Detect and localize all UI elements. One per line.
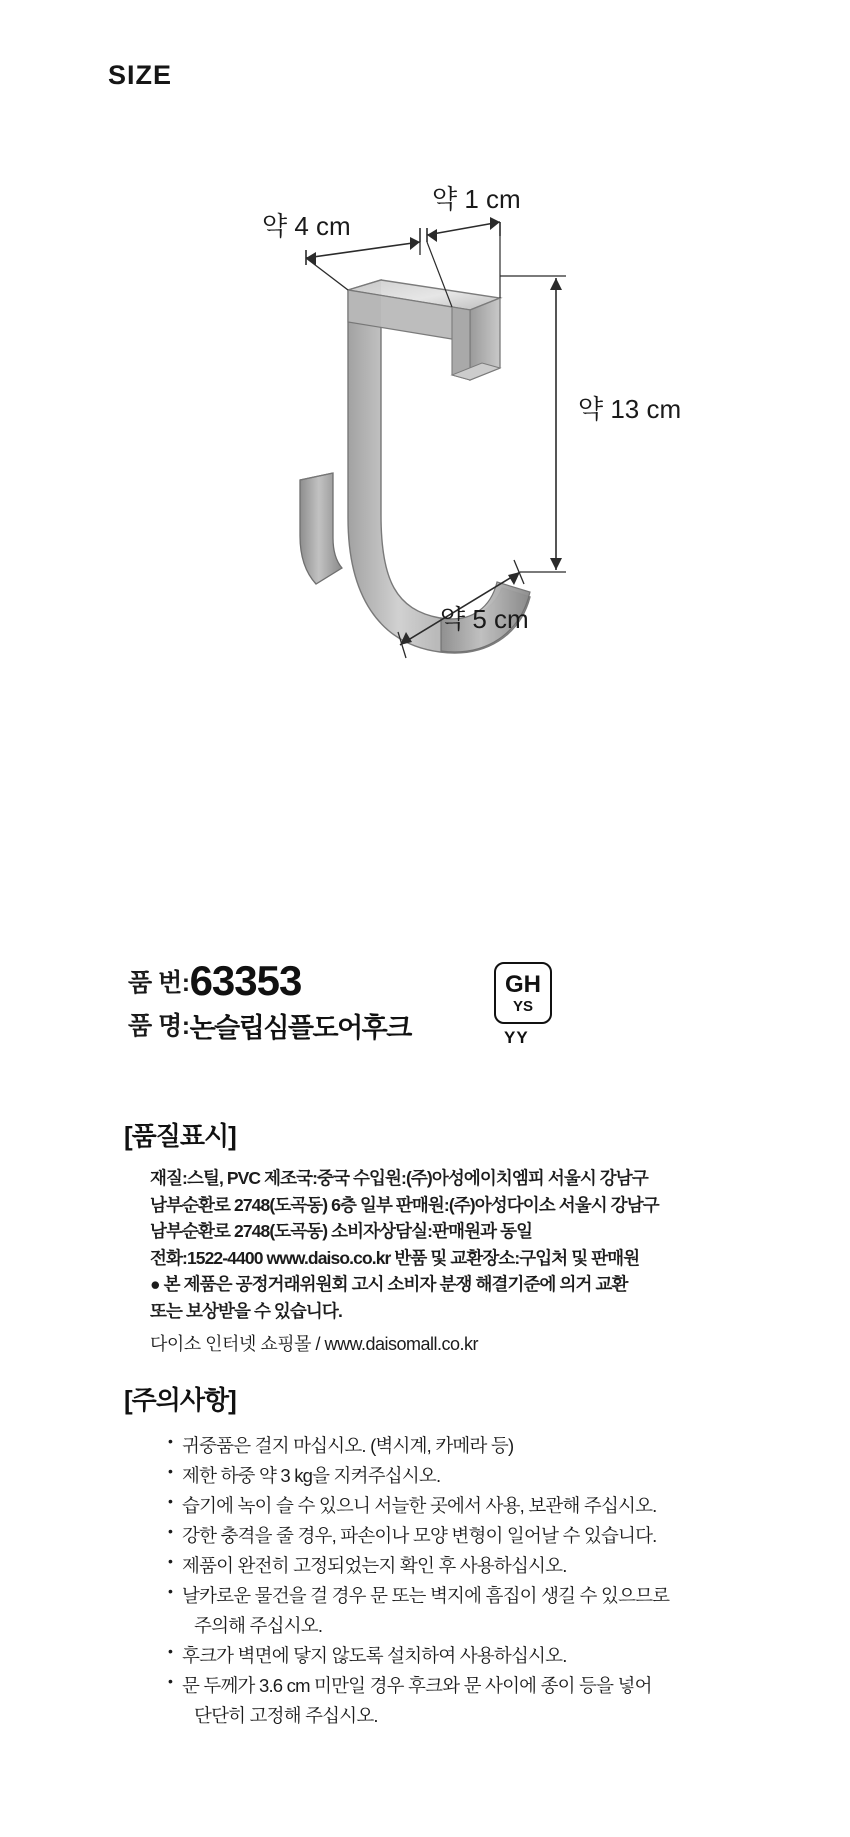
- badge-caption: YY: [504, 1028, 529, 1047]
- caution-section-title: [주의사항]: [124, 1385, 236, 1415]
- quality-line: ● 본 제품은 공정거래위원회 고시 소비자 분쟁 해결기준에 의거 교환: [150, 1274, 628, 1295]
- quality-line: 전화:1522-4400 www.daiso.co.kr 반품 및 교환장소:구입처 및 판매원: [150, 1247, 640, 1268]
- caution-item: • 문 두께가 3.6 cm 미만일 경우 후크와 문 사이에 종이 등을 넣어: [168, 1671, 810, 1701]
- caution-item: • 날카로운 물건을 걸 경우 문 또는 벽지에 흠집이 생길 수 있으므로: [168, 1581, 810, 1611]
- page-title: SIZE: [108, 60, 173, 90]
- product-size-diagram: [0, 180, 850, 700]
- caution-list: [0, 1431, 850, 1731]
- online-shop-line: 다이소 인터넷 쇼핑몰 / www.daisomall.co.kr: [150, 1333, 479, 1354]
- quality-line: 또는 보상받을 수 있습니다.: [150, 1300, 342, 1321]
- badge-bottom-text: YS: [512, 997, 533, 1015]
- quality-section: [0, 1116, 850, 1358]
- dimension-label-hook-depth: 약 5 cm: [440, 604, 529, 634]
- product-code-label: 품 번:: [128, 969, 190, 997]
- quality-body: [0, 1165, 850, 1358]
- product-identity-block: [0, 957, 850, 1047]
- caution-item-continuation: 주의해 주십시오.: [194, 1614, 323, 1636]
- caution-item-continuation: 단단히 고정해 주십시오.: [194, 1704, 378, 1726]
- dimension-label-width-top: 약 4 cm: [262, 211, 351, 241]
- caution-section: [0, 1380, 850, 1731]
- product-name-label: 품 명:: [128, 1012, 190, 1040]
- caution-item: • 습기에 녹이 슬 수 있으니 서늘한 곳에서 사용, 보관해 주십시오.: [168, 1491, 810, 1521]
- caution-item: • 제한 하중 약 3 kg을 지켜주십시오.: [168, 1461, 810, 1491]
- quality-line: 재질:스틸, PVC 제조국:중국 수입원:(주)아성에이치엠피 서울시 강남구: [150, 1168, 648, 1188]
- dimension-label-height: 약 13 cm: [578, 394, 682, 424]
- product-name-row: [0, 1006, 850, 1045]
- quality-line: 남부순환로 2748(도곡동) 소비자상담실:판매원과 동일: [150, 1221, 533, 1242]
- dimension-label-depth-top: 약 1 cm: [432, 184, 521, 214]
- caution-item: • 강한 충격을 줄 경우, 파손이나 모양 변형이 일어날 수 있습니다.: [168, 1521, 810, 1551]
- badge-top-text: GH: [505, 970, 541, 998]
- caution-item: • 귀중품은 걸지 마십시오. (벽시계, 카메라 등): [168, 1431, 810, 1461]
- caution-item: • 제품이 완전히 고정되었는지 확인 후 사용하십시오.: [168, 1551, 810, 1581]
- product-name-value: 논슬립심플도어후크: [189, 1013, 411, 1043]
- gh-ys-badge: [494, 962, 552, 1024]
- quality-line: 남부순환로 2748(도곡동) 6층 일부 판매원:(주)아성다이소 서울시 강남구: [150, 1194, 659, 1215]
- product-code-value: 63353: [189, 957, 302, 1004]
- caution-item: • 후크가 벽면에 닿지 않도록 설치하여 사용하십시오.: [168, 1641, 810, 1671]
- quality-section-title: [품질표시]: [124, 1121, 236, 1151]
- product-code-row: [0, 957, 850, 1004]
